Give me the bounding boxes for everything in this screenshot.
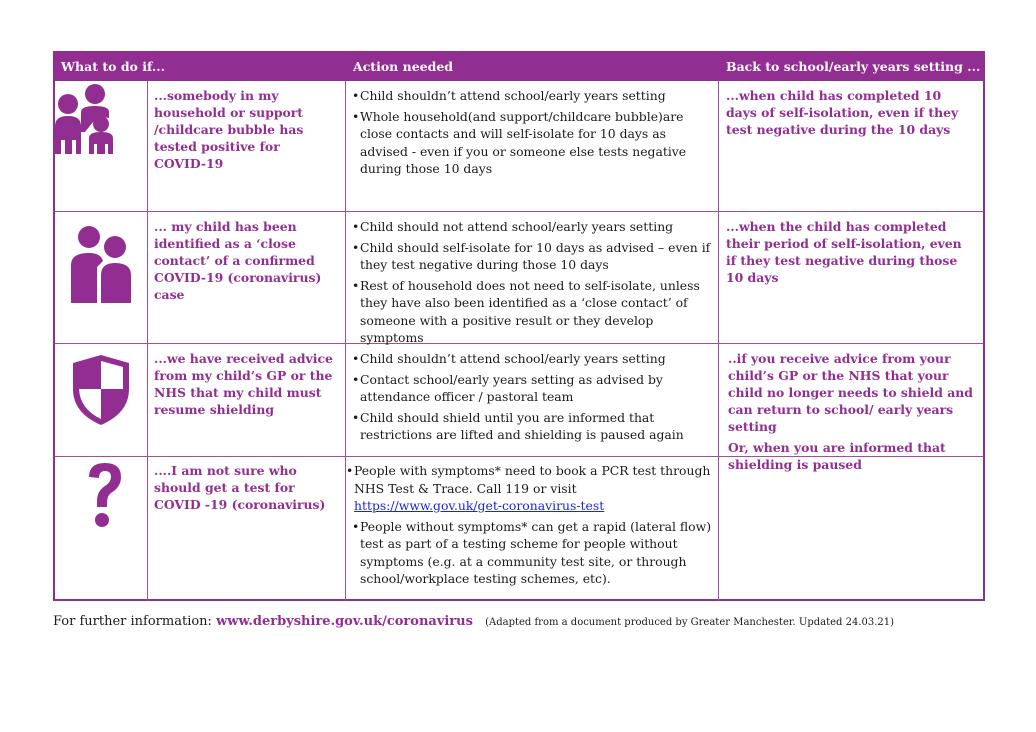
row-1-what: ...somebody in my household or support /childcare bubble has tested positive for COVID-19 xyxy=(154,88,304,171)
footer-label: For further information: xyxy=(53,614,212,629)
row-2-what: ... my child has been identified as a ‘close contact’ of a confirmed COVID-19 (coronavirus) case xyxy=(154,219,322,302)
row-divider xyxy=(55,211,983,212)
back-text: Or, when you are informed that shielding is paused xyxy=(728,440,946,472)
header-what: What to do if... xyxy=(61,59,165,74)
list-item: • Child shouldn’t attend school/early years setting xyxy=(352,87,712,105)
shield-icon xyxy=(71,353,131,431)
row-1-back: ...when child has completed 10 days of self-isolation, even if they test negative during the 10 days xyxy=(726,88,959,137)
footer-note: (Adapted from a document produced by Greater Manchester. Updated 24.03.21) xyxy=(485,617,895,628)
list-item: • Child should not attend school/early years setting xyxy=(352,218,712,236)
question-mark-icon xyxy=(85,461,125,533)
list-item: • Child shouldn’t attend school/early years setting xyxy=(352,350,712,368)
guidance-table xyxy=(53,51,985,601)
family-icon xyxy=(55,82,117,158)
back-text: ..if you receive advice from your child’s GP or the NHS that your child no longer needs to shield and can return to school/ early years setting xyxy=(728,351,973,434)
list-item: • Child should shield until you are informed that restrictions are lifted and shielding is paused again xyxy=(352,409,712,444)
column-divider xyxy=(718,81,719,601)
row-2-actions xyxy=(352,218,712,350)
row-4-actions xyxy=(346,462,714,588)
row-1-actions xyxy=(352,87,712,181)
list-item: • Rest of household does not need to self-isolate, unless they have also been identified as a ‘close contact’ of someone with a positive result or they develop symptoms xyxy=(352,277,712,347)
footer-link[interactable]: www.derbyshire.gov.uk/coronavirus xyxy=(216,614,473,629)
list-item: • People without symptoms* can get a rapid (lateral flow) test as part of a testing scheme for people without symptoms (e.g. at a community test site, or through school/workplace testing schemes, etc). xyxy=(352,518,712,586)
header-action: Action needed xyxy=(353,59,454,74)
table-header xyxy=(55,53,983,81)
pcr-text: People with symptoms* need to book a PCR test through NHS Test & Trace. Call 119 or visit xyxy=(354,463,711,496)
column-divider xyxy=(147,81,148,601)
close-contact-icon xyxy=(69,225,133,307)
row-2-back: ...when the child has completed their period of self-isolation, even if they test negative during those 10 days xyxy=(726,219,962,285)
row-4-what: ....I am not sure who should get a test for COVID -19 (coronavirus) xyxy=(154,463,326,512)
footer xyxy=(53,614,894,629)
row-3-actions xyxy=(352,350,712,447)
row-3-back xyxy=(728,350,978,473)
header-back: Back to school/early years setting ... xyxy=(726,59,981,74)
row-3-what: ...we have received advice from my child’s GP or the NHS that my child must resume shielding xyxy=(154,351,333,417)
list-item: • People with symptoms* need to book a PCR test through NHS Test & Trace. Call 119 or visit https://www.gov.uk/get-coronavirus-test xyxy=(346,463,711,513)
list-item: • Child should self-isolate for 10 days as advised – even if they test negative during those 10 days xyxy=(352,239,712,274)
list-item: • Contact school/early years setting as advised by attendance officer / pastoral team xyxy=(352,371,712,406)
list-item: • Whole household(and support/childcare bubble)are close contacts and will self-isolate for 10 days as advised - even if you or someone else tests negative during those 10 days xyxy=(352,108,712,178)
get-test-link[interactable]: https://www.gov.uk/get-coronavirus-test xyxy=(354,498,605,513)
lfd-text: People without symptoms* can get a rapid (lateral flow) test as part of a testing scheme for people without symptoms (e.g. at a community test site, or through school/workplace testing schemes, etc). xyxy=(360,518,712,586)
